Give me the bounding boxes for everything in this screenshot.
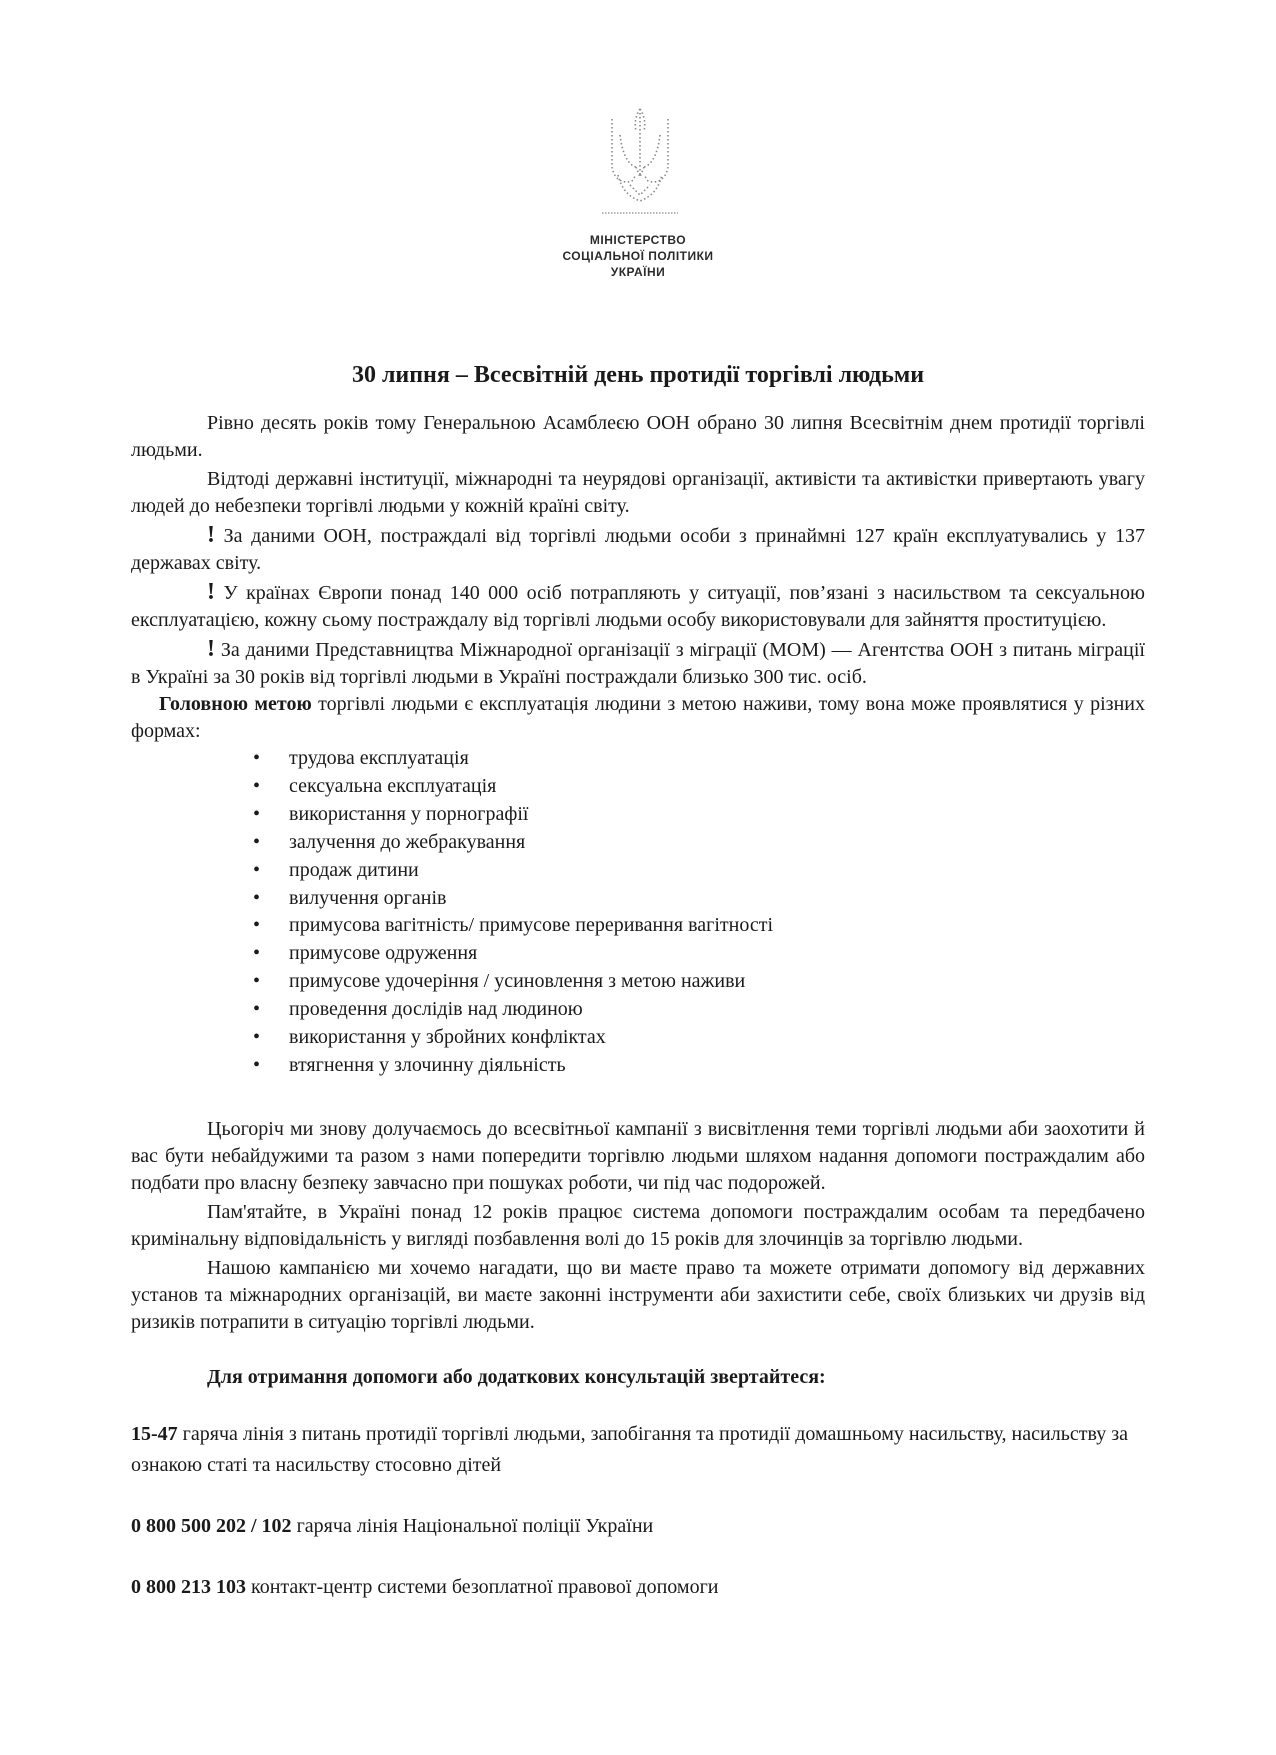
help-heading: Для отримання допомоги або додаткових консультацій звертайтеся: [207,1365,826,1388]
contacts-section [131,1419,1145,1603]
contact-number: 0 800 500 202 / 102 [131,1514,292,1537]
paragraph-4-text: У країнах Європи понад 140 000 осіб потрапляють у ситуації, пов’язані з насильством та сексуальною експлуатацією, кожну сьому постраждалу від торгівлі людьми особу використовували для зайняття проституцією. [131,582,1146,631]
contact-number: 0 800 213 103 [131,1575,246,1598]
paragraph-6 [131,691,1145,745]
ministry-line-3: УКРАЇНИ [610,265,666,279]
paragraph-3-text: За даними ООН, постраждалі від торгівлі людьми особи з принаймні 127 країн експлуатувались у 137 державах світу. [131,525,1146,574]
paragraph-5-text: За даними Представництва Міжнародної організації з міграції (МОМ) — Агентства ООН з питань міграції в Україні за 30 років від торгівлі людьми в Україні постраждали близько 300 тис. осіб. [131,639,1145,688]
paragraph-9: Нашою кампанією ми хочемо нагадати, що ви маєте право та можете отримати допомогу від державних установ та міжнародних організацій, ви маєте законні інструменти аби захистити себе, своїх близьких чи друзів від ризиків потрапити в ситуацію торгівлі людьми. [131,1256,1145,1333]
exclamation-mark: ! [207,579,215,605]
list-item: • трудова експлуатація [253,745,1145,773]
list-item: • залучення до жебракування [253,829,1145,857]
paragraph-8: Пам'ятайте, в Україні понад 12 років працює система допомоги постраждалим особам та передбачено кримінальну відповідальність у вигляді позбавлення волі до 15 років для злочинців за торгівлю людьми. [131,1200,1145,1250]
contact-legal-aid [131,1572,1145,1603]
list-item: • примусове одруження [253,940,1145,968]
ministry-name [538,232,738,280]
exclamation-mark: ! [207,636,215,662]
ministry-line-1: МІНІСТЕРСТВО [589,233,687,247]
document-title: 30 липня – Всесвітній день протидії торгівлі людьми [351,362,925,388]
paragraph-7: Цьогоріч ми знову долучаємось до всесвітньої кампанії з висвітлення теми торгівлі людьми аби заохотити й вас бути небайдужими та разом з нами попередити торгівлю людьми шляхом надання допомоги постраждалим або подбати про власну безпеку завчасно при пошуках роботи, чи під час подорожей. [131,1117,1145,1194]
list-item: • втягнення у злочинну діяльність [253,1052,1145,1080]
paragraph-4 [131,579,1145,634]
list-item: • продаж дитини [253,857,1145,885]
list-item: • сексуальна експлуатація [253,773,1145,801]
paragraph-6-bold: Головною метою [159,693,312,715]
contact-description: гаряча лінія Національної поліції України [291,1514,654,1537]
list-item: • використання у збройних конфліктах [253,1024,1145,1052]
paragraph-3 [131,522,1145,577]
paragraph-5 [131,636,1145,691]
list-item: • примусове удочеріння / усиновлення з метою наживи [253,968,1145,996]
document-body [131,410,1145,1603]
contact-description: контакт-центр системи безоплатної правової допомоги [246,1575,719,1598]
paragraph-2: Відтоді державні інституції, міжнародні та неурядові організації, активісти та активістки привертають увагу людей до небезпеки торгівлі людьми у кожній країні світу. [131,468,1145,517]
contact-description: гаряча лінія з питань протидії торгівлі людьми, запобігання та протидії домашньому насильству, насильству за ознакою статі та насильству стосовно дітей [131,1422,1128,1476]
paragraph-1: Рівно десять років тому Генеральною Асамблеєю ООН обрано 30 липня Всесвітнім днем протидії торгівлі людьми. [131,412,1145,461]
contact-police-hotline [131,1511,1145,1542]
list-item: • проведення дослідів над людиною [253,996,1145,1024]
exploitation-forms-list [131,745,1145,1080]
list-item: • примусова вагітність/ примусове переривання вагітності [253,912,1145,940]
trident-emblem-icon [600,105,680,217]
contact-number: 15-47 [131,1422,178,1445]
list-item: • використання у порнографії [253,801,1145,829]
list-item: • вилучення органів [253,885,1145,913]
contact-hotline-1547 [131,1419,1145,1481]
paragraph-6-text: торгівлі людьми є експлуатація людини з метою наживи, тому вона може проявлятися у різних формах: [131,693,1145,742]
exclamation-mark: ! [207,522,215,548]
ministry-line-2: СОЦІАЛЬНОЇ ПОЛІТИКИ [562,249,714,263]
